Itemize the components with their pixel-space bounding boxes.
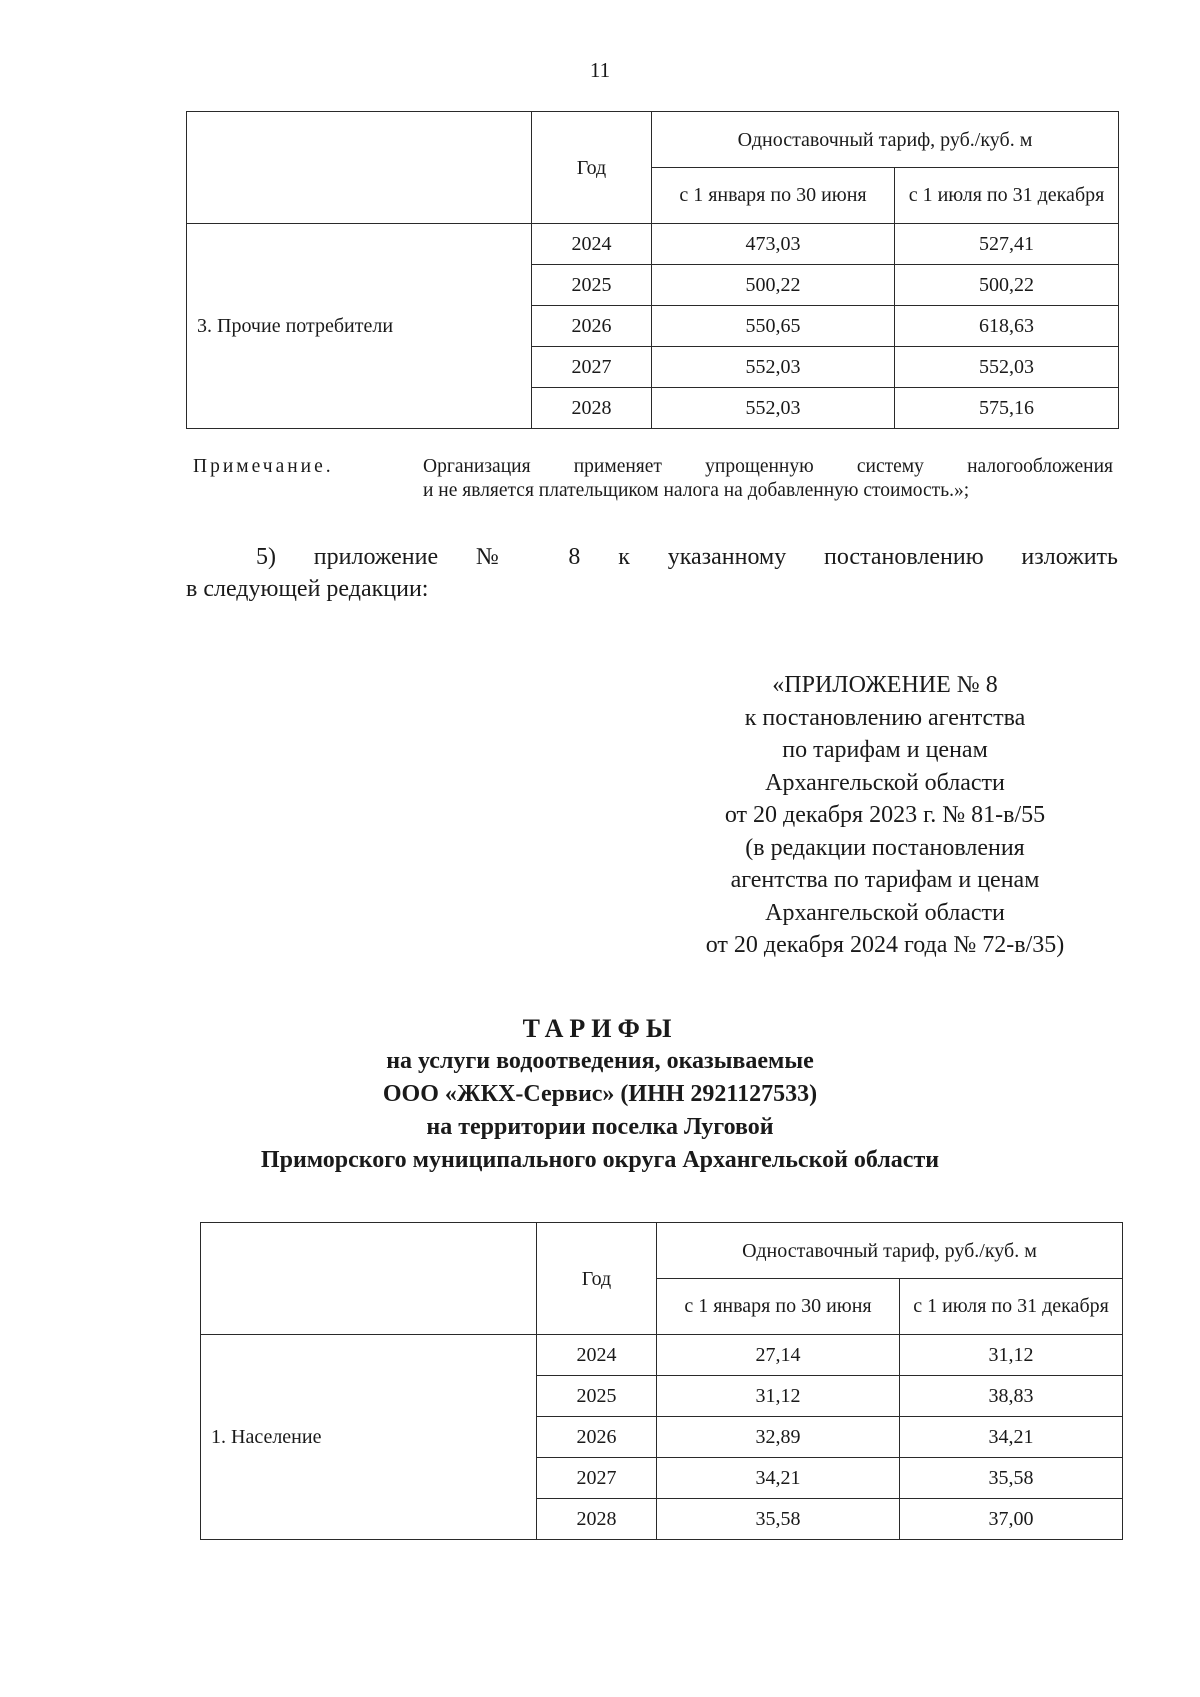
appendix-line: «ПРИЛОЖЕНИЕ № 8 <box>772 672 998 698</box>
tariff-cell: 552,03 <box>652 347 895 388</box>
header-empty-cell <box>187 112 532 224</box>
header-period-first-half: с 1 января по 30 июня <box>657 1279 900 1335</box>
category-cell: 1. Население <box>201 1335 537 1540</box>
tariff-cell: 473,03 <box>652 224 895 265</box>
header-empty-cell <box>201 1223 537 1335</box>
tariff-cell: 31,12 <box>657 1376 900 1417</box>
year-cell: 2025 <box>537 1376 657 1417</box>
header-year: Год <box>532 112 652 224</box>
tariff-cell: 38,83 <box>900 1376 1123 1417</box>
tariff-cell: 500,22 <box>652 265 895 306</box>
note-label: Примечание. <box>193 456 334 477</box>
tariff-cell: 552,03 <box>652 388 895 429</box>
appendix-line: (в редакции постановления <box>745 834 1025 861</box>
year-cell: 2026 <box>532 306 652 347</box>
header-period-second-half: с 1 июля по 31 декабря <box>895 168 1119 224</box>
year-cell: 2027 <box>537 1458 657 1499</box>
appendix-line: Архангельской области <box>765 769 1005 796</box>
title-line: ООО «ЖКХ-Сервис» (ИНН 2921127533) <box>382 1081 818 1107</box>
tariff-cell: 527,41 <box>895 224 1119 265</box>
header-tariff: Одноставочный тариф, руб./куб. м <box>657 1223 1123 1279</box>
note-text-line1: Организация применяет упрощенную систему налогообложения <box>423 456 1113 477</box>
title-line: на территории поселка Луговой <box>426 1114 774 1140</box>
tariff-cell: 618,63 <box>895 306 1119 347</box>
tariff-table-population <box>200 1222 1123 1540</box>
appendix-line: от 20 декабря 2023 г. № 81-в/55 <box>724 802 1046 828</box>
title-main: ТАРИФЫ <box>522 1014 678 1043</box>
appendix-line: агентства по тарифам и ценам <box>730 867 1040 893</box>
tariff-cell: 34,21 <box>657 1458 900 1499</box>
title-line: на услуги водоотведения, оказываемые <box>386 1048 814 1074</box>
tariff-table-other-consumers <box>186 111 1119 429</box>
appendix-line: Архангельской области <box>765 899 1005 926</box>
table-row <box>201 1335 1123 1376</box>
tariff-cell: 550,65 <box>652 306 895 347</box>
table-row <box>187 224 1119 265</box>
tariff-cell: 32,89 <box>657 1417 900 1458</box>
tariff-cell: 35,58 <box>657 1499 900 1540</box>
header-period-first-half: с 1 января по 30 июня <box>652 168 895 224</box>
tariff-cell: 552,03 <box>895 347 1119 388</box>
category-cell: 3. Прочие потребители <box>187 224 532 429</box>
appendix-line: от 20 декабря 2024 года № 72-в/35) <box>705 932 1065 958</box>
paragraph-line2: в следующей редакции: <box>186 576 429 602</box>
header-year: Год <box>537 1223 657 1335</box>
tariff-cell: 37,00 <box>900 1499 1123 1540</box>
tariff-cell: 34,21 <box>900 1417 1123 1458</box>
year-cell: 2028 <box>532 388 652 429</box>
year-cell: 2028 <box>537 1499 657 1540</box>
header-tariff: Одноставочный тариф, руб./куб. м <box>652 112 1119 168</box>
appendix-line: по тарифам и ценам <box>782 737 988 763</box>
tariff-cell: 35,58 <box>900 1458 1123 1499</box>
page-number: 11 <box>589 58 611 82</box>
paragraph-line1: 5) приложение № 8 к указанному постановлению изложить <box>256 544 1118 570</box>
tariff-cell: 31,12 <box>900 1335 1123 1376</box>
year-cell: 2026 <box>537 1417 657 1458</box>
year-cell: 2024 <box>532 224 652 265</box>
tariff-cell: 575,16 <box>895 388 1119 429</box>
appendix-line: к постановлению агентства <box>744 704 1026 731</box>
tariff-cell: 27,14 <box>657 1335 900 1376</box>
header-period-second-half: с 1 июля по 31 декабря <box>900 1279 1123 1335</box>
title-line: Приморского муниципального округа Архангельской области <box>260 1147 940 1173</box>
year-cell: 2024 <box>537 1335 657 1376</box>
tariff-cell: 500,22 <box>895 265 1119 306</box>
document-title <box>0 1012 1200 1177</box>
year-cell: 2027 <box>532 347 652 388</box>
note-text-line2: и не является плательщиком налога на добавленную стоимость.»; <box>423 480 970 501</box>
appendix-header <box>620 669 1150 962</box>
year-cell: 2025 <box>532 265 652 306</box>
